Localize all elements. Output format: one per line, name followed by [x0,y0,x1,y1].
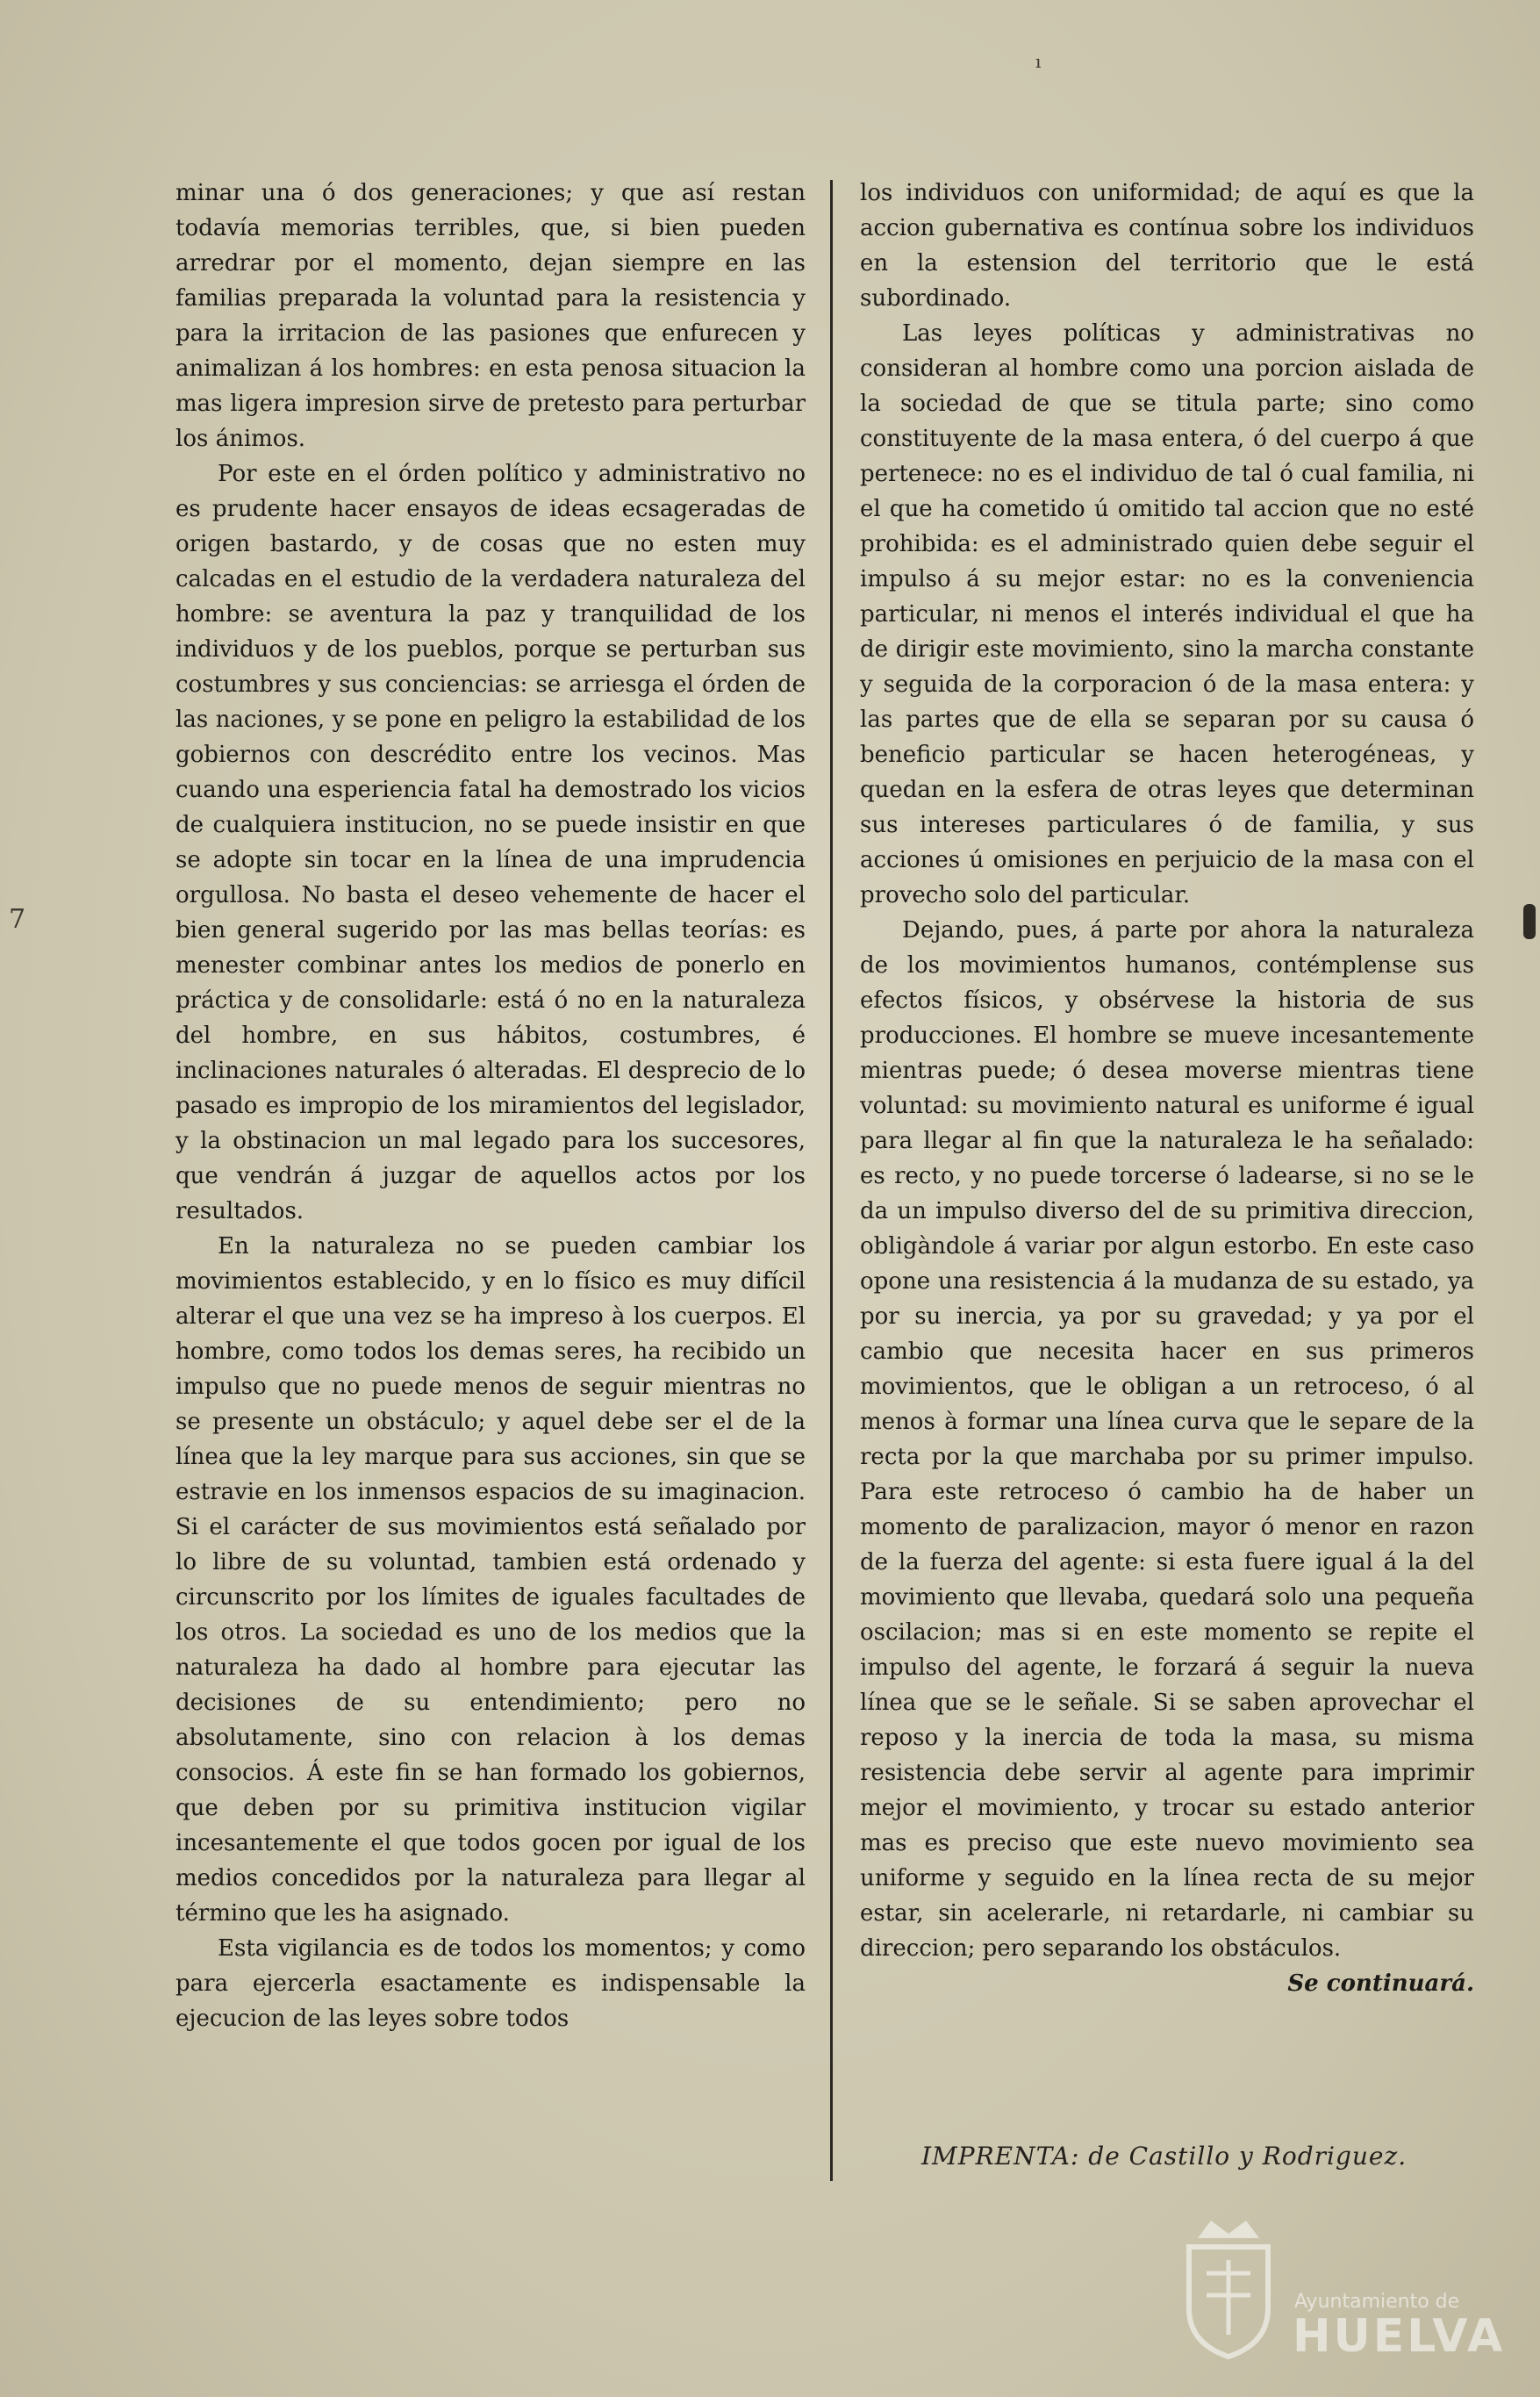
watermark-small-text: Ayuntamiento de [1294,2291,1460,2313]
paragraph: En la naturaleza no se pueden cambiar los movimientos establecido, y en lo físico es muy difícil alterar el que una vez se ha impreso à los cuerpos. El hombre, como todos los demas seres, ha recibido un impulso que no puede menos de seguir mientras no se presente un obstáculo; y aquel debe ser el de la línea que la ley marque para sus acciones, sin que se estravie en los inmensos espacios de su imaginacion. Si el carácter de sus movimientos está señalado por lo libre de su voluntad, tambien está ordenado y circunscrito por los límites de iguales facultades de los otros. La sociedad es uno de los medios que la naturaleza ha dado al hombre para ejecutar las decisiones de su entendimiento; pero no absolutamente, sino con relacion à los demas consocios. Á este fin se han formado los gobiernos, que deben por su primitiva institucion vigilar incesantemente el que todos gocen por igual de los medios concedidos por la naturaleza para llegar al término que les ha asignado. [175,1233,806,1927]
binding-hole-mark [1523,904,1536,939]
coat-of-arms-icon [1180,2212,1277,2361]
continuation-note: Se continuará. [1287,1970,1474,1997]
watermark-big-text: HUELVA [1293,2310,1506,2363]
printer-imprint: IMPRENTA: de Castillo y Rodriguez. [921,2142,1407,2171]
paragraph: Esta vigilancia es de todos los momentos; y como para ejercerla esactamente es indispensable la ejecucion de las leyes sobre todos [175,1935,806,2032]
page-mark-left: 7 [9,904,26,935]
paragraph: Por este en el órden político y administrativo no es prudente hacer ensayos de ideas ecsageradas de origen bastardo, y de cosas que no esten muy calcadas en el estudio de la verdadera naturaleza del hombre: se aventura la paz y tranquilidad de los individuos y de los pueblos, porque se perturban sus costumbres y sus conciencias: se arriesga el órden de las naciones, y se pone en peligro la estabilidad de los gobiernos con descrédito entre los vecinos. Mas cuando una esperiencia fatal ha demostrado los vicios de cualquiera institucion, no se puede insistir en que se adopte sin tocar en la línea de una imprudencia orgullosa. No basta el deseo vehemente de hacer el bien general sugerido por las mas bellas teorías: es menester combinar antes los medios de ponerlo en práctica y de consolidarle: está ó no en la naturaleza del hombre, en sus hábitos, costumbres, é inclinaciones naturales ó alteradas. El desprecio de lo pasado es impropio de los miramientos del legislador, y la obstinacion un mal legado para los succesores, que vendrán á juzgar de aquellos actos por los resultados. [175,461,806,1224]
left-column [175,176,806,2036]
paragraph: los individuos con uniformidad; de aquí es que la accion gubernativa es contínua sobre los individuos en la estension del territorio que le está subordinado. [860,180,1474,312]
right-column [860,176,1474,2001]
watermark-logo [1180,2212,1506,2379]
paragraph: Dejando, pues, á parte por ahora la naturaleza de los movimientos humanos, contémplense sus efectos físicos, y obsérvese la historia de sus producciones. El hombre se mueve incesantemente mientras puede; ó desea moverse mientras tiene voluntad: su movimiento natural es uniforme é igual para llegar al fin que la naturaleza le ha señalado: es recto, y no puede torcerse ó ladearse, si no se le da un impulso diverso del de su primitiva direccion, obligàndole á variar por algun estorbo. En este caso opone una resistencia á la mudanza de su estado, ya por su inercia, ya por su gravedad; y ya por el cambio que necesita hacer en sus primeros movimientos, que le obligan a un retroceso, ó al menos à formar una línea curva que le separe de la recta por la que marchaba por su primer impulso. Para este retroceso ó cambio ha de haber un momento de paralizacion, mayor ó menor en razon de la fuerza del agente: si esta fuere igual á la del movimiento que llevaba, quedará solo una pequeña oscilacion; mas si en este momento se repite el impulso del agente, le forzará á seguir la nueva línea que se le señale. Si se saben aprovechar el reposo y la inercia de toda la masa, su misma resistencia debe servir al agente para imprimir mejor el movimiento, y trocar su estado anterior mas es preciso que este nuevo movimiento sea uniforme y seguido en la línea recta de su mejor estar, sin acelerarle, ni retardarle, ni cambiar su direccion; pero separando los obstáculos. [860,917,1474,1962]
column-divider [830,180,833,2181]
page-mark-top: ı [1035,51,1042,72]
paragraph: minar una ó dos generaciones; y que así restan todavía memorias terribles, que, si bien pueden arredrar por el momento, dejan siempre en las familias preparada la voluntad para la resistencia y para la irritacion de las pasiones que enfurecen y animalizan á los hombres: en esta penosa situacion la mas ligera impresion sirve de pretesto para perturbar los ánimos. [175,180,806,452]
paragraph: Las leyes políticas y administrativas no consideran al hombre como una porcion aislada de la sociedad de que se titula parte; sino como constituyente de la masa entera, ó del cuerpo á que pertenece: no es el individuo de tal ó cual familia, ni el que ha cometido ú omitido tal accion que no esté prohibida: es el administrado quien debe seguir el impulso á su mejor estar: no es la conveniencia particular, ni menos el interés individual el que ha de dirigir este movimiento, sino la marcha constante y seguida de la corporacion ó de la masa entera: y las partes que de ella se separan por su causa ó beneficio particular se hacen heterogéneas, y quedan en la esfera de otras leyes que determinan sus intereses particulares ó de familia, y sus acciones ú omisiones en perjuicio de la masa con el provecho solo del particular. [860,320,1474,908]
